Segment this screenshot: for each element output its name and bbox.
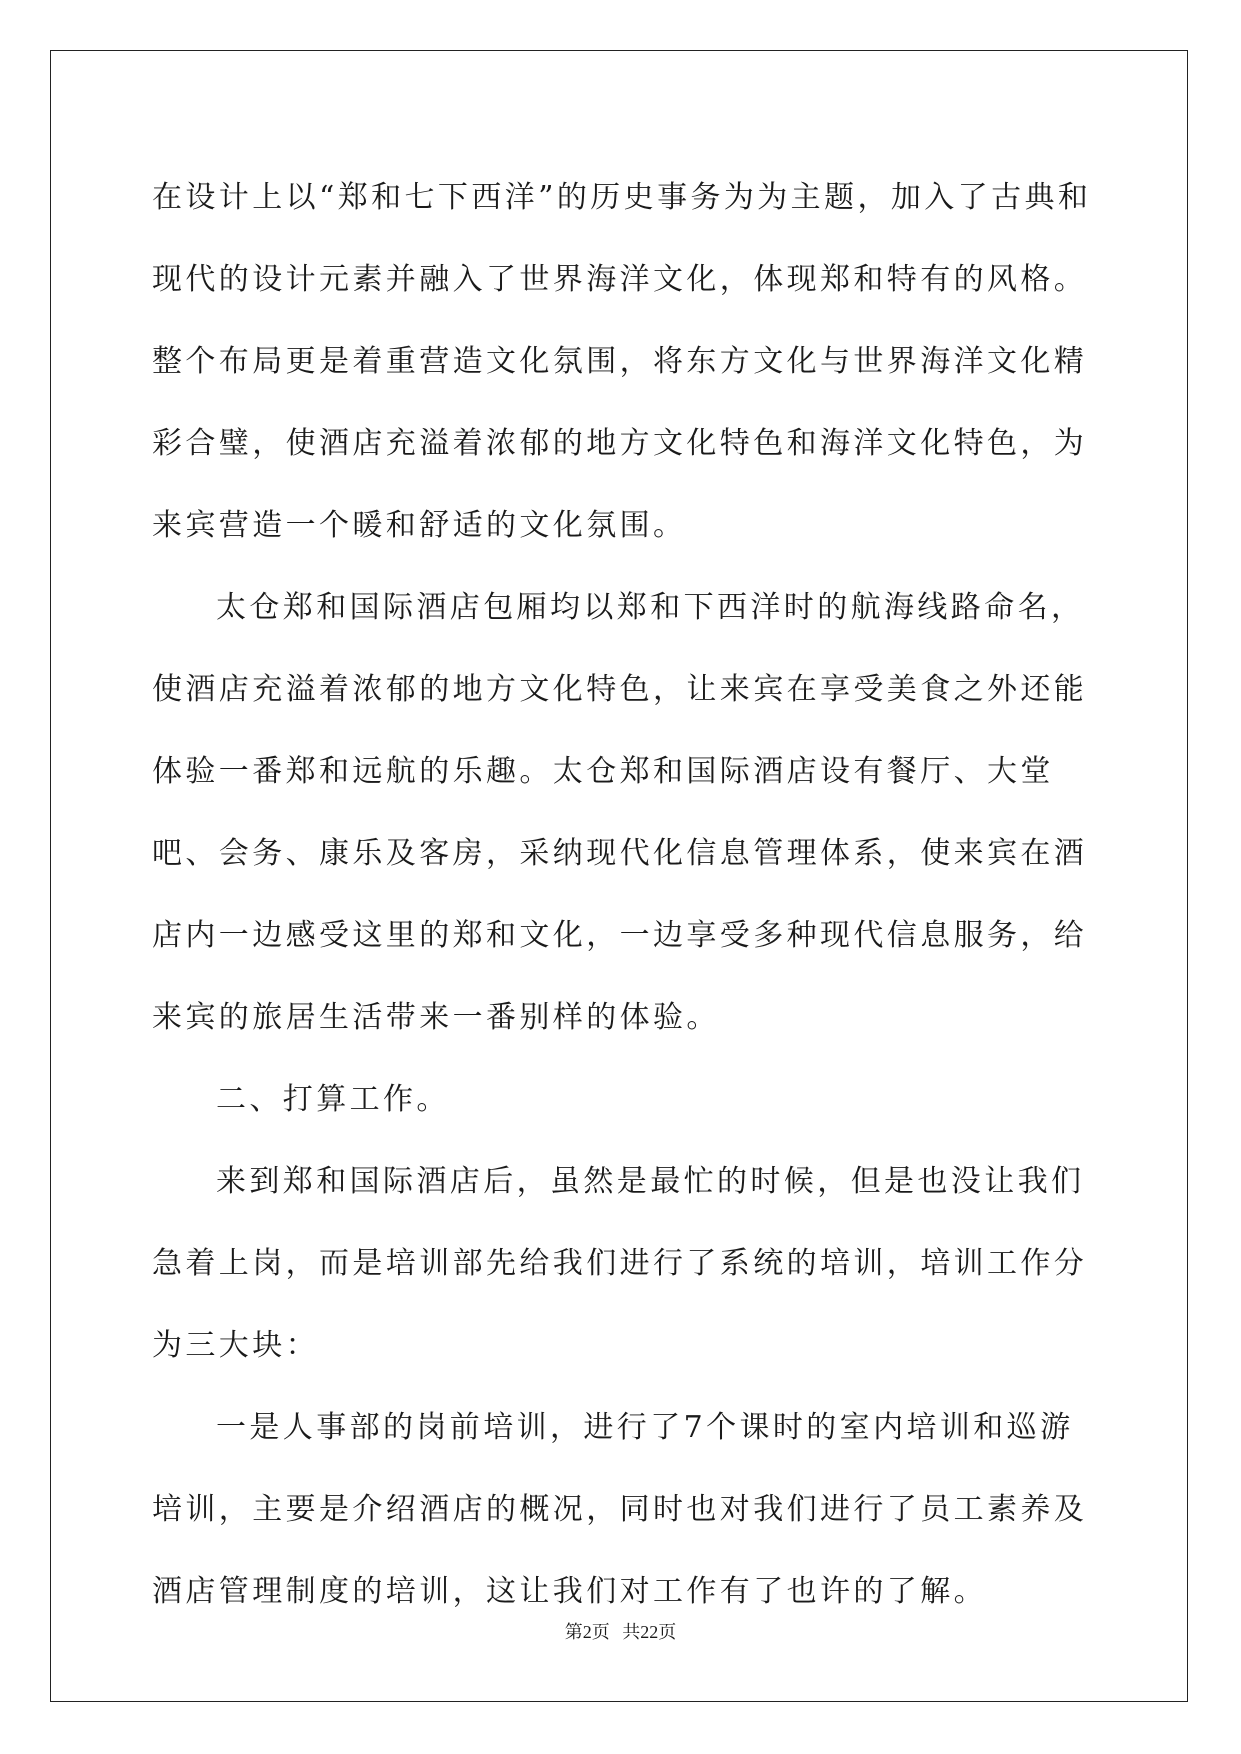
paragraph-hr-training: 一是人事部的岗前培训，进行了7个课时的室内培训和巡游培训，主要是介绍酒店的概况，同时也对我们进行了员工素养及酒店管理制度的培训，这让我们对工作有了也许的了解。 — [152, 1410, 1088, 1609]
page-footer — [0, 1618, 1241, 1644]
paragraph-training-intro: 来到郑和国际酒店后，虽然是最忙的时候，但是也没让我们急着上岗，而是培训部先给我们进行了系统的培训，培训工作分为三大块： — [152, 1164, 1088, 1363]
page-number: 第2页 — [564, 1622, 610, 1642]
paragraph-package-rooms: 太仓郑和国际酒店包厢均以郑和下西洋时的航海线路命名，使酒店充溢着浓郁的地方文化特色，让来宾在享受美食之外还能体验一番郑和远航的乐趣。太仓郑和国际酒店设有餐厅、大堂吧、会务、康乐及客房，采纳现代化信息管理体系，使来宾在酒店内一边感受这里的郑和文化，一边享受多种现代信息服务，给来宾的旅居生活带来一番别样的体验。 — [152, 590, 1088, 1035]
page-total: 共22页 — [622, 1622, 677, 1642]
section-heading-preparation: 二、打算工作。 — [216, 1082, 450, 1117]
document-body — [152, 157, 1092, 1633]
paragraph-continued: 在设计上以“郑和七下西洋”的历史事务为为主题，加入了古典和现代的设计元素并融入了世界海洋文化，体现郑和特有的风格。整个布局更是着重营造文化氛围，将东方文化与世界海洋文化精彩合璧，使酒店充溢着浓郁的地方文化特色和海洋文化特色，为来宾营造一个暖和舒适的文化氛围。 — [152, 180, 1092, 543]
